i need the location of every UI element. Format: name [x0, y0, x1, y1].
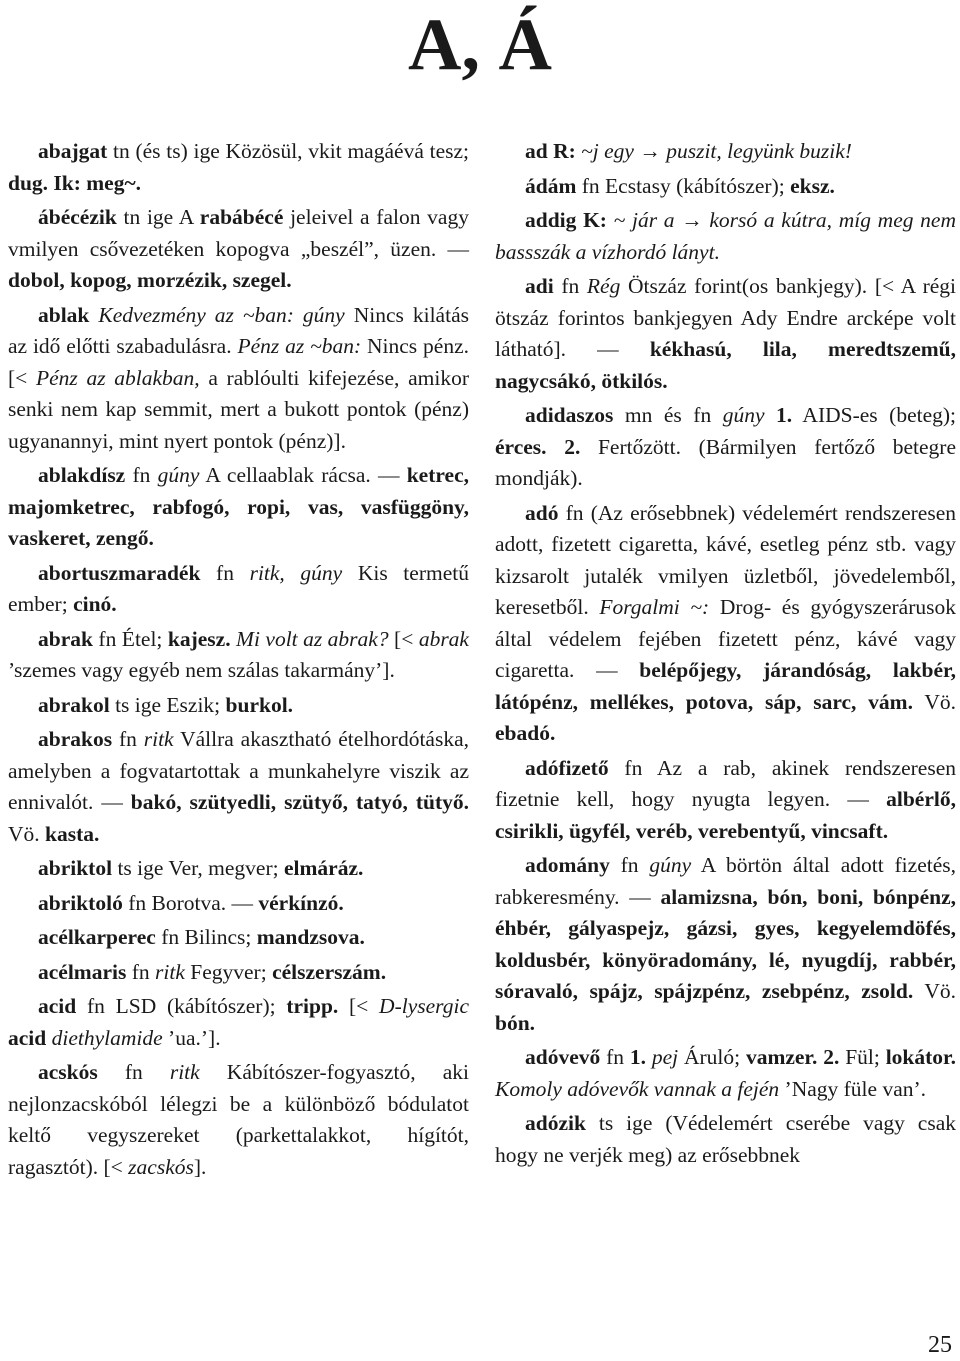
entry-text	[607, 208, 614, 232]
entry-text: tn ige A	[116, 205, 200, 229]
entry-text: Vö.	[912, 689, 957, 714]
entry-text: burkol.	[225, 692, 294, 717]
entry-text: gúny	[649, 853, 692, 877]
entry-text: rabábécé	[199, 205, 284, 229]
entry-text: Áruló;	[678, 1045, 746, 1069]
entry-text: gúny	[722, 403, 765, 427]
entry-text	[765, 403, 777, 427]
dictionary-entry	[8, 724, 469, 850]
entry-text: albérlő, csirikli, ügyfél, veréb, verebentyű, vincsaft.	[495, 787, 956, 843]
entry-text: 1.	[776, 403, 793, 427]
entry-text: fn Ecstasy (kábítószer);	[576, 173, 791, 198]
page-title: A, Á	[408, 4, 552, 86]
dictionary-entry	[8, 957, 469, 989]
entry-headword: adó	[525, 500, 559, 525]
entry-text: fn LSD (kábítószer);	[76, 994, 287, 1018]
entry-headword: acid	[38, 994, 77, 1018]
entry-text: fn Borotva. —	[122, 890, 259, 915]
entry-text: ebadó.	[495, 721, 556, 745]
entry-text: Ötszáz forint(os bankjegy). [< A régi ötszáz forintos bankjegyen Ady Endre arcképe volt látható]. —	[495, 274, 956, 361]
entry-text: mn és fn	[613, 403, 723, 427]
entry-text: fn Az a rab, akinek rendszeresen fizetnie kell, hogy nyugta legyen. —	[495, 755, 956, 811]
entry-text: ~j egy → puszit, legyünk buzik!	[581, 139, 852, 163]
entry-text: ts ige (Védelemért cserébe vagy csak hogy ne verjék meg) az erősebbnek	[495, 1111, 956, 1167]
entry-text: zacskós	[128, 1154, 194, 1179]
entry-text: Mi volt az abrak?	[236, 626, 389, 651]
entry-headword: acélmaris	[38, 959, 127, 984]
entry-text: jeleivel a falon vagy vmilyen csővezetéken kopogva „beszél”, üzen. —	[8, 205, 469, 261]
entry-headword: ablak	[38, 302, 90, 327]
entry-text: fn	[553, 274, 587, 298]
entry-text: D-lysergic	[379, 994, 469, 1018]
entry-text: ritk, gúny	[249, 560, 343, 585]
entry-text: belépőjegy, járandóság, lakbér, látópénz, mellékes, potova, sáp, sarc, vám.	[495, 658, 956, 714]
entry-text: Forgalmi ~:	[599, 595, 710, 619]
entry-text: ].	[193, 1154, 207, 1179]
entry-text: fn	[600, 1045, 630, 1069]
page-number: 25	[928, 1332, 952, 1358]
dictionary-entry	[495, 205, 956, 268]
entry-headword: adózik	[525, 1111, 586, 1135]
entry-text: ritk	[155, 959, 185, 984]
entry-text: fn (Az erősebbnek) védelemért rendszeresen adott, fizetett cigaretta, kávé, esetleg pénz stb. vagy kizsarolt jutalék vmilyen üzletből, jövedelemből, keresetből.	[495, 500, 956, 619]
dictionary-entry	[8, 853, 469, 885]
entry-text: vamzer. 2.	[745, 1045, 840, 1069]
entry-text: bakó, szütyedli, szütyő, tatyó, tütyő.	[130, 790, 469, 814]
right-column	[495, 136, 956, 1174]
dictionary-entry	[495, 400, 956, 495]
entry-headword: abajgat	[38, 139, 108, 163]
dictionary-entry	[8, 558, 469, 621]
entry-text: dobol, kopog, morzézik, szegel.	[8, 268, 292, 292]
entry-headword: ad R:	[525, 139, 576, 163]
entry-text: A cellaablak rácsa. —	[199, 463, 407, 487]
entry-headword: addig K:	[525, 208, 607, 232]
entry-headword: abriktoló	[38, 890, 123, 915]
entry-headword: abrak	[38, 626, 93, 651]
entry-text: Vö.	[913, 979, 957, 1003]
entry-headword: ablakdísz	[38, 463, 126, 487]
entry-headword: acskós	[38, 1060, 98, 1084]
entry-text: ’ua.’].	[162, 1025, 221, 1050]
entry-text: fn	[97, 1060, 170, 1084]
entry-text: [<	[338, 994, 380, 1018]
entry-text: érces.	[495, 434, 547, 459]
entry-text: acid	[8, 1025, 47, 1050]
entry-text: ~ jár a → korsó a kútra, míg meg nem bassszák a vízhordó lányt.	[495, 208, 956, 264]
entry-text: ketrec, majomketrec, rabfogó, ropi, vas, vasfüggöny, vaskeret, zengő.	[8, 463, 469, 550]
entry-text: dug. Ik: meg~.	[8, 170, 142, 195]
entry-text: Kedvezmény az ~ban: gúny	[98, 302, 345, 327]
dictionary-entry	[495, 753, 956, 848]
entry-text: kasta.	[45, 821, 100, 846]
entry-headword: acélkarperec	[38, 925, 156, 949]
entry-headword: abrakos	[38, 727, 113, 751]
entry-text: 1.	[629, 1045, 646, 1069]
entry-headword: adidaszos	[525, 403, 614, 427]
entry-text: mandzsova.	[256, 925, 365, 949]
entry-headword: adóvevő	[525, 1045, 601, 1069]
dictionary-entry	[8, 1057, 469, 1183]
entry-text: fn	[200, 560, 250, 585]
entry-text: fn	[126, 959, 156, 984]
entry-text: célszerszám.	[272, 959, 387, 984]
dictionary-entry	[8, 922, 469, 954]
entry-text: fn	[609, 853, 650, 877]
entry-text: Drog- és gyógyszerárusok által védelem fejében fizetett pénz, kávé vagy cigaretta. —	[495, 595, 957, 682]
entry-headword: ábécézik	[38, 205, 117, 229]
entry-text: kékhasú, lila, meredtszemű, nagycsákó, ötkilós.	[495, 337, 957, 393]
dictionary-entry	[8, 460, 469, 555]
entry-text: 2.	[564, 434, 581, 459]
entry-headword: adi	[525, 274, 554, 298]
entry-text: elmáráz.	[283, 856, 364, 880]
entry-text: fn Bilincs;	[155, 925, 257, 949]
dictionary-entry	[495, 498, 956, 750]
entry-text: A börtön által adott fizetés, rabkeresmény. —	[495, 853, 956, 909]
entry-text: bón.	[495, 1010, 536, 1035]
entry-text: ts ige Ver, megver;	[112, 856, 284, 880]
dictionary-entry	[495, 171, 956, 203]
entry-text: Fül;	[839, 1045, 886, 1069]
entry-text: alamizsna, bón, boni, bónpénz, éhbér, gályaspejz, gázsi, gyes, kegyelemdöfés, koldusbér, könyöradomány, lé, nyugdíj, rabbér, sóravaló, spájz, spájzpénz, zsebpénz, zsold.	[495, 884, 956, 1003]
entry-text: fn	[112, 727, 144, 751]
entry-text: Vállra akasztható ételhordótáska, amelyben a fogvatartottak a munkahelyre viszik az ennivalót. —	[8, 727, 469, 814]
entry-text: ’szemes vagy egyéb nem szálas takarmány’].	[8, 658, 395, 682]
entry-text: Vö.	[8, 821, 46, 846]
entry-text: ritk	[143, 727, 174, 751]
entry-text: Nincs pénz. [<	[8, 334, 470, 390]
dictionary-entry	[495, 1042, 956, 1105]
entry-headword: ádám	[525, 173, 577, 198]
entry-text: Pénz az ~ban:	[237, 334, 362, 358]
entry-text: ts ige Eszik;	[109, 692, 226, 717]
entry-text: eksz.	[790, 173, 835, 198]
entry-text: tripp.	[286, 994, 339, 1018]
entry-text: Kábítószer-fogyasztó, aki nejlonzacskóból lélegzi be a különböző bódulatot keltő vegyszereket (parkettalakkot, hígítót, ragasztót). [<	[8, 1060, 469, 1179]
entry-headword: abortuszmaradék	[38, 560, 201, 585]
dictionary-entry	[495, 1108, 956, 1171]
dictionary-entry	[495, 850, 956, 1039]
entry-text: fn Étel;	[92, 626, 168, 651]
entry-headword: adomány	[525, 853, 610, 877]
entry-text	[547, 435, 565, 459]
entry-text: tn (és ts) ige Közösül, vkit magáévá tesz;	[107, 139, 469, 163]
entry-text: Fertőzött. (Bármilyen fertőző betegre mondják).	[495, 434, 956, 490]
dictionary-entry	[8, 991, 469, 1054]
dictionary-entry	[8, 690, 469, 722]
dictionary-entry	[8, 624, 469, 687]
entry-text: Nincs kilátás az idő előtti szabadulásra.	[8, 302, 469, 358]
dictionary-entry	[8, 202, 469, 297]
entry-text: pej	[651, 1045, 679, 1069]
dictionary-entry	[8, 888, 469, 920]
entry-text: vérkínzó.	[258, 890, 344, 915]
entry-headword: adófizető	[525, 755, 609, 780]
entry-text: cinó.	[73, 592, 117, 616]
entry-text: fn	[125, 463, 158, 487]
entry-text: a rablóulti kifejezése, amikor senki nem kap semmit, mert a bukott pontok (pénz) ugyanannyi, mint nyert pontok (pénz)].	[8, 365, 469, 453]
dictionary-entry	[495, 271, 956, 397]
entry-text: Komoly adóvevők vannak a fején	[495, 1076, 780, 1101]
entry-text: diethylamide	[51, 1025, 163, 1050]
dictionary-entry	[495, 136, 956, 168]
left-column	[8, 136, 469, 1186]
entry-text: abrak	[418, 626, 469, 651]
entry-text: AIDS-es (beteg);	[792, 403, 957, 427]
entry-text: [<	[388, 626, 419, 651]
entry-headword: abrakol	[38, 692, 110, 717]
entry-text: kajesz.	[167, 626, 231, 651]
entry-text: lokátor.	[885, 1045, 956, 1069]
entry-text: Pénz az ablakban,	[35, 365, 200, 390]
entry-text: gúny	[157, 463, 200, 487]
entry-text: Kis termetű ember;	[8, 560, 469, 616]
entry-headword: abriktol	[38, 856, 113, 880]
entry-text: Fegyver;	[184, 959, 273, 984]
dictionary-entry	[8, 136, 469, 199]
entry-text: ’Nagy füle van’.	[779, 1076, 927, 1101]
dictionary-entry	[8, 300, 469, 458]
entry-text: ritk	[169, 1060, 200, 1084]
entry-text: Rég	[586, 274, 621, 298]
